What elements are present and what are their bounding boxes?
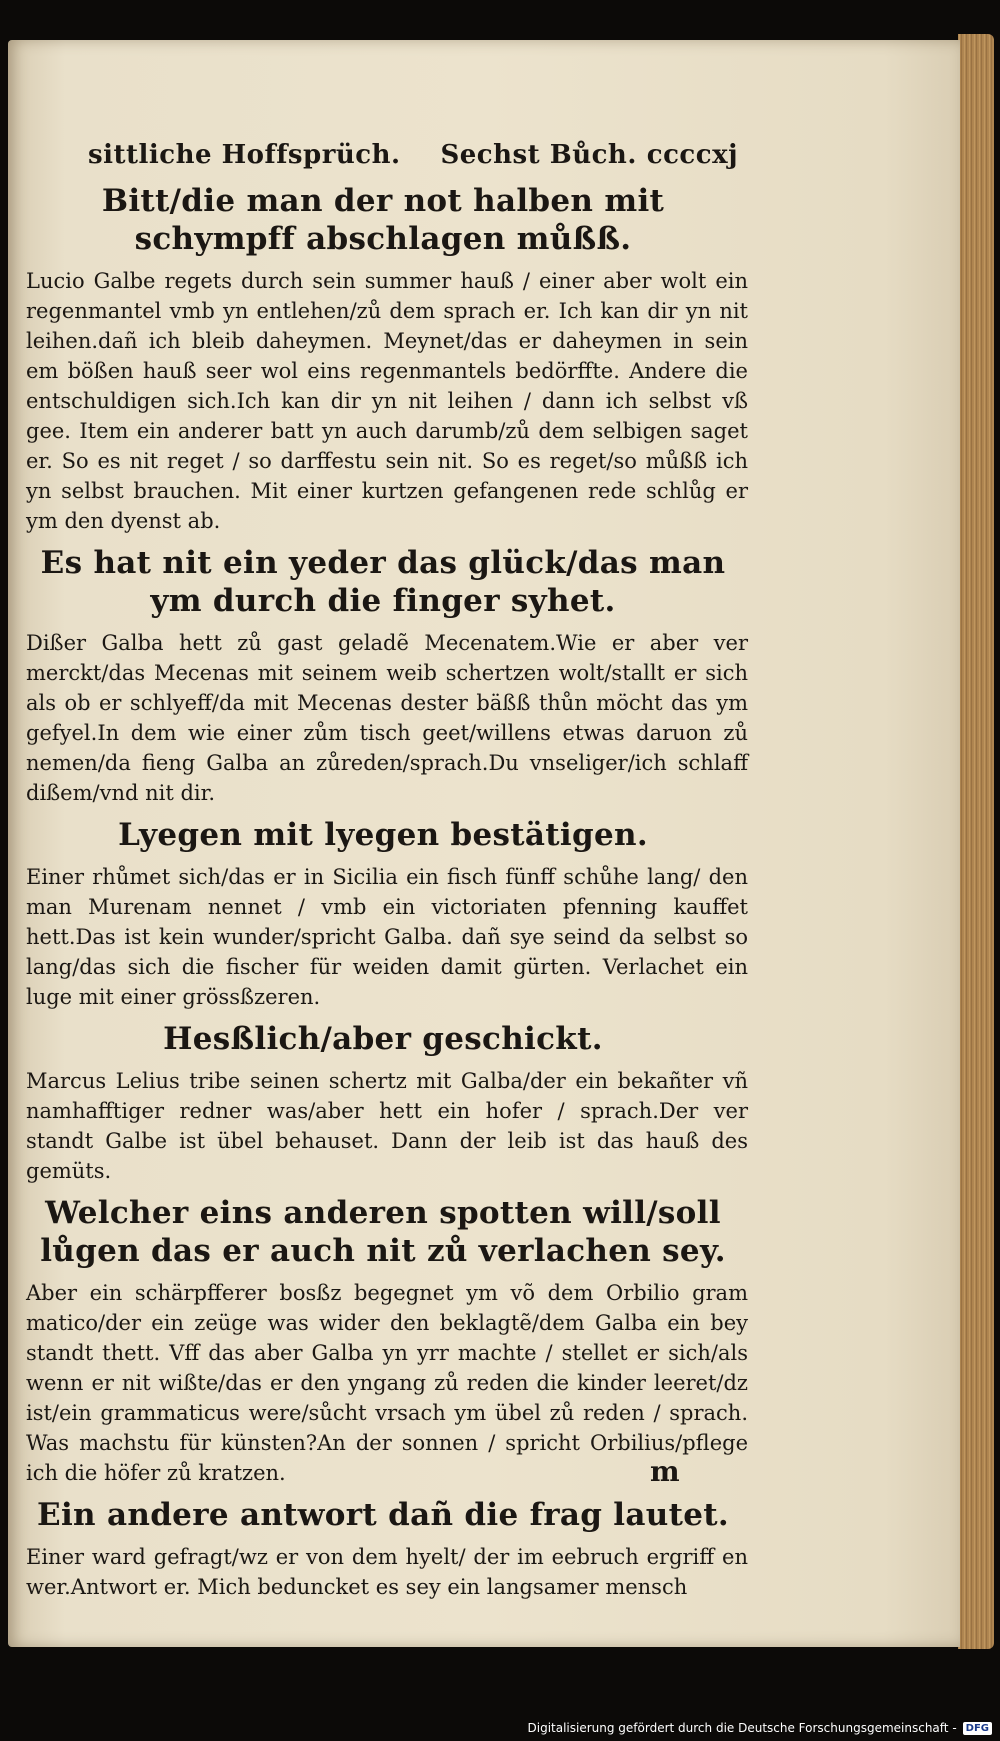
section-body: Dißer Galba hett zů gast geladẽ Mecenatem.Wie er aber ver merckt/das Mecenas mit seinem weib schertzen wolt/stallt er sich als ob er schlyeff/da mit Mecenas dester bäßß thůn möcht das ym gefyel.In dem wie einer zům tisch geet/willens etwas daruon zů nemen/da fieng Galba an zůreden/sprach.Du vnseliger/ich schlaff dißem/vnd nit dir.: [26, 631, 748, 805]
section-heading: Hesßlich/aber geschickt.: [163, 1021, 603, 1057]
section-body: Marcus Lelius tribe seinen schertz mit Galba/der ein bekañter vñ namhafftiger redner was/aber hett ein hofer / sprach.Der ver standt Galbe ist übel behauset. Dann der leib ist das hauß des gemüts.: [26, 1069, 748, 1183]
running-head-left: sittliche Hoffsprüch.: [88, 140, 401, 170]
section-heading: Bitt/die man der not halben mit schympff abschlagen můßß.: [101, 183, 665, 257]
section-body: Aber ein schärpfferer bosßz begegnet ym võ dem Orbilio gram matico/der ein zeüge was wider den beklagtẽ/dem Galba ein bey standt thett. Vff das aber Galba yn yrr machte / stellet er sich/als wenn er nit wißte/das er den yngang zů reden die kinder leeret/dz ist/ein grammaticus were/sůcht vrsach ym übel zů reden / sprach. Was machstu für künsten?An der sonnen / spricht Orbilius/pflege ich die höfer zů kratzen.: [26, 1281, 748, 1485]
folio-number: ccccxj: [646, 140, 738, 170]
section-heading: Welcher eins anderen spotten will/soll lůgen das er auch nit zů verlachen sey.: [40, 1195, 726, 1269]
running-head: [18, 140, 748, 170]
page-edges: [958, 34, 994, 1649]
section-heading: Es hat nit ein yeder das glück/das man ym durch die finger syhet.: [40, 545, 726, 619]
section-body: Lucio Galbe regets durch sein summer hauß / einer aber wolt ein regenmantel vmb yn entlehen/zů dem sprach er. Ich kan dir yn nit leihen.dañ ich bleib daheymen. Meynet/das er daheymen in sein em bößen hauß seer wol eins regenmantels bedörffte. Andere die entschuldigen sich.Ich kan dir yn nit leihen / dann ich selbst vß gee. Item ein anderer batt yn auch darumb/zů dem selbigen saget er. So es nit reget / so darffestu sein nit. So es reget/so můßß ich yn selbst brauchen. Mit einer kurtzen gefangenen rede schlůg er ym den dyenst ab.: [26, 269, 748, 533]
page-text: [18, 140, 748, 1610]
section-body: Einer ward gefragt/wz er von dem hyelt/ der im eebruch ergriff en wer.Antwort er. Mich beduncket es sey ein langsamer mensch: [26, 1545, 748, 1599]
section-heading: Lyegen mit lyegen bestätigen.: [118, 817, 648, 853]
running-head-center: Sechst Bůch.: [440, 140, 637, 170]
dfg-logo-icon: DFG: [963, 1722, 992, 1735]
digitization-footer: [528, 1721, 993, 1735]
section-body: Einer rhůmet sich/das er in Sicilia ein fisch fünff schůhe lang/ den man Murenam nennet / vmb ein victoriaten pfenning kauffet hett.Das ist kein wunder/spricht Galba. dañ sye seind da selbst so lang/das sich die fischer für weiden damit gürten. Verlachet ein luge mit einer grössßzeren.: [26, 865, 748, 1009]
footer-credit: Digitalisierung gefördert durch die Deutsche Forschungsgemeinschaft -: [527, 1721, 957, 1735]
section-heading: Ein andere antwort dañ die frag lautet.: [37, 1497, 729, 1533]
catchword: m: [650, 1455, 680, 1488]
